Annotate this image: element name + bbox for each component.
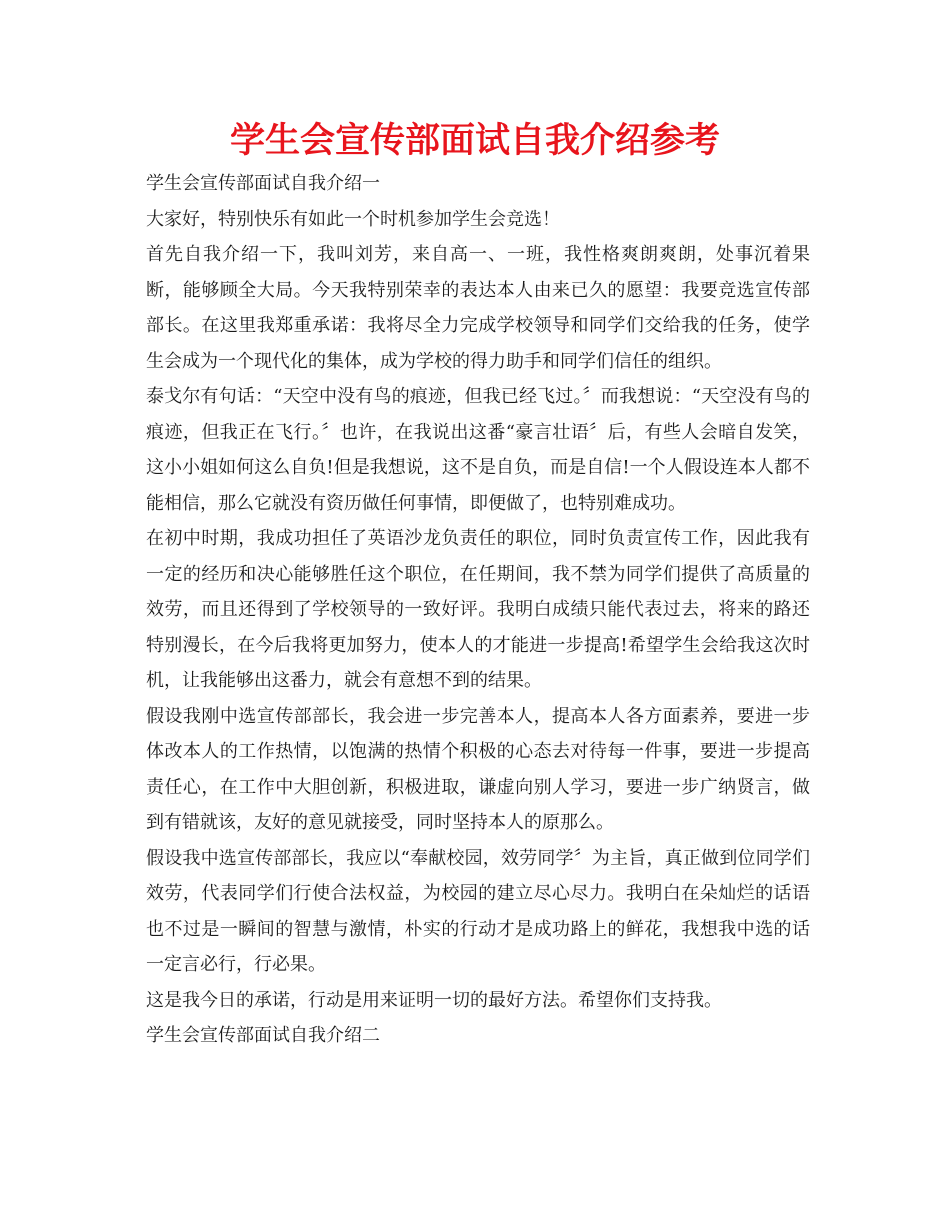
- paragraph: 假设我刚中选宣传部部长，我会进一步完善本人，提高本人各方面素养，要进一步体改本人的工作热情，以饱满的热情个积极的心态去对待每一件事，要进一步提高责任心，在工作中大胆创新，积极进取，谦虚向别人学习，要进一步广纳贤言，做到有错就该，友好的意见就接受，同时坚持本人的原那么。: [146, 705, 810, 833]
- paragraph: 假设我中选宣传部部长，我应以“奉献校园，效劳同学〞为主旨，真正做到位同学们效劳，代表同学们行使合法权益，为校园的建立尽心尽力。我明白在朵灿烂的话语也不过是一瞬间的智慧与激情，朴实的行动才是成功路上的鲜花，我想我中选的话一定言必行，行必果。: [146, 847, 810, 975]
- section-heading: 学生会宣传部面试自我介绍二: [146, 1025, 380, 1046]
- document-body: [146, 166, 810, 1054]
- paragraph: 泰戈尔有句话：“天空中没有鸟的痕迹，但我已经飞过。〞而我想说：“天空没有鸟的痕迹，但我正在飞行。〞也许，在我说出这番“豪言壮语〞后，有些人会暗自发笑，这小小姐如何这么自负!但是我想说，这不是自负，而是自信!一个人假设连本人都不能相信，那么它就没有资历做任何事情，即便做了，也特别难成功。: [146, 386, 810, 514]
- paragraph: 大家好，特别快乐有如此一个时机参加学生会竞选！: [146, 208, 560, 230]
- section-heading: 学生会宣传部面试自我介绍一: [146, 173, 380, 194]
- paragraph: 这是我今日的承诺，行动是用来证明一切的最好方法。希望你们支持我。: [146, 989, 722, 1011]
- paragraph: 首先自我介绍一下，我叫刘芳，来自高一、一班，我性格爽朗爽朗，处事沉着果断，能够顾全大局。今天我特别荣幸的表达本人由来已久的愿望：我要竞选宣传部部长。在这里我郑重承诺：我将尽全力完成学校领导和同学们交给我的任务，使学生会成为一个现代化的集体，成为学校的得力助手和同学们信任的组织。: [146, 244, 810, 372]
- paragraph: 在初中时期，我成功担任了英语沙龙负责任的职位，同时负责宣传工作，因此我有一定的经历和决心能够胜任这个职位，在任期间，我不禁为同学们提供了高质量的效劳，而且还得到了学校领导的一致好评。我明白成绩只能代表过去，将来的路还特别漫长，在今后我将更加努力，使本人的才能进一步提高!希望学生会给我这次时机，让我能够出这番力，就会有意想不到的结果。: [146, 528, 810, 691]
- document-title: 学生会宣传部面试自我介绍参考: [229, 121, 720, 161]
